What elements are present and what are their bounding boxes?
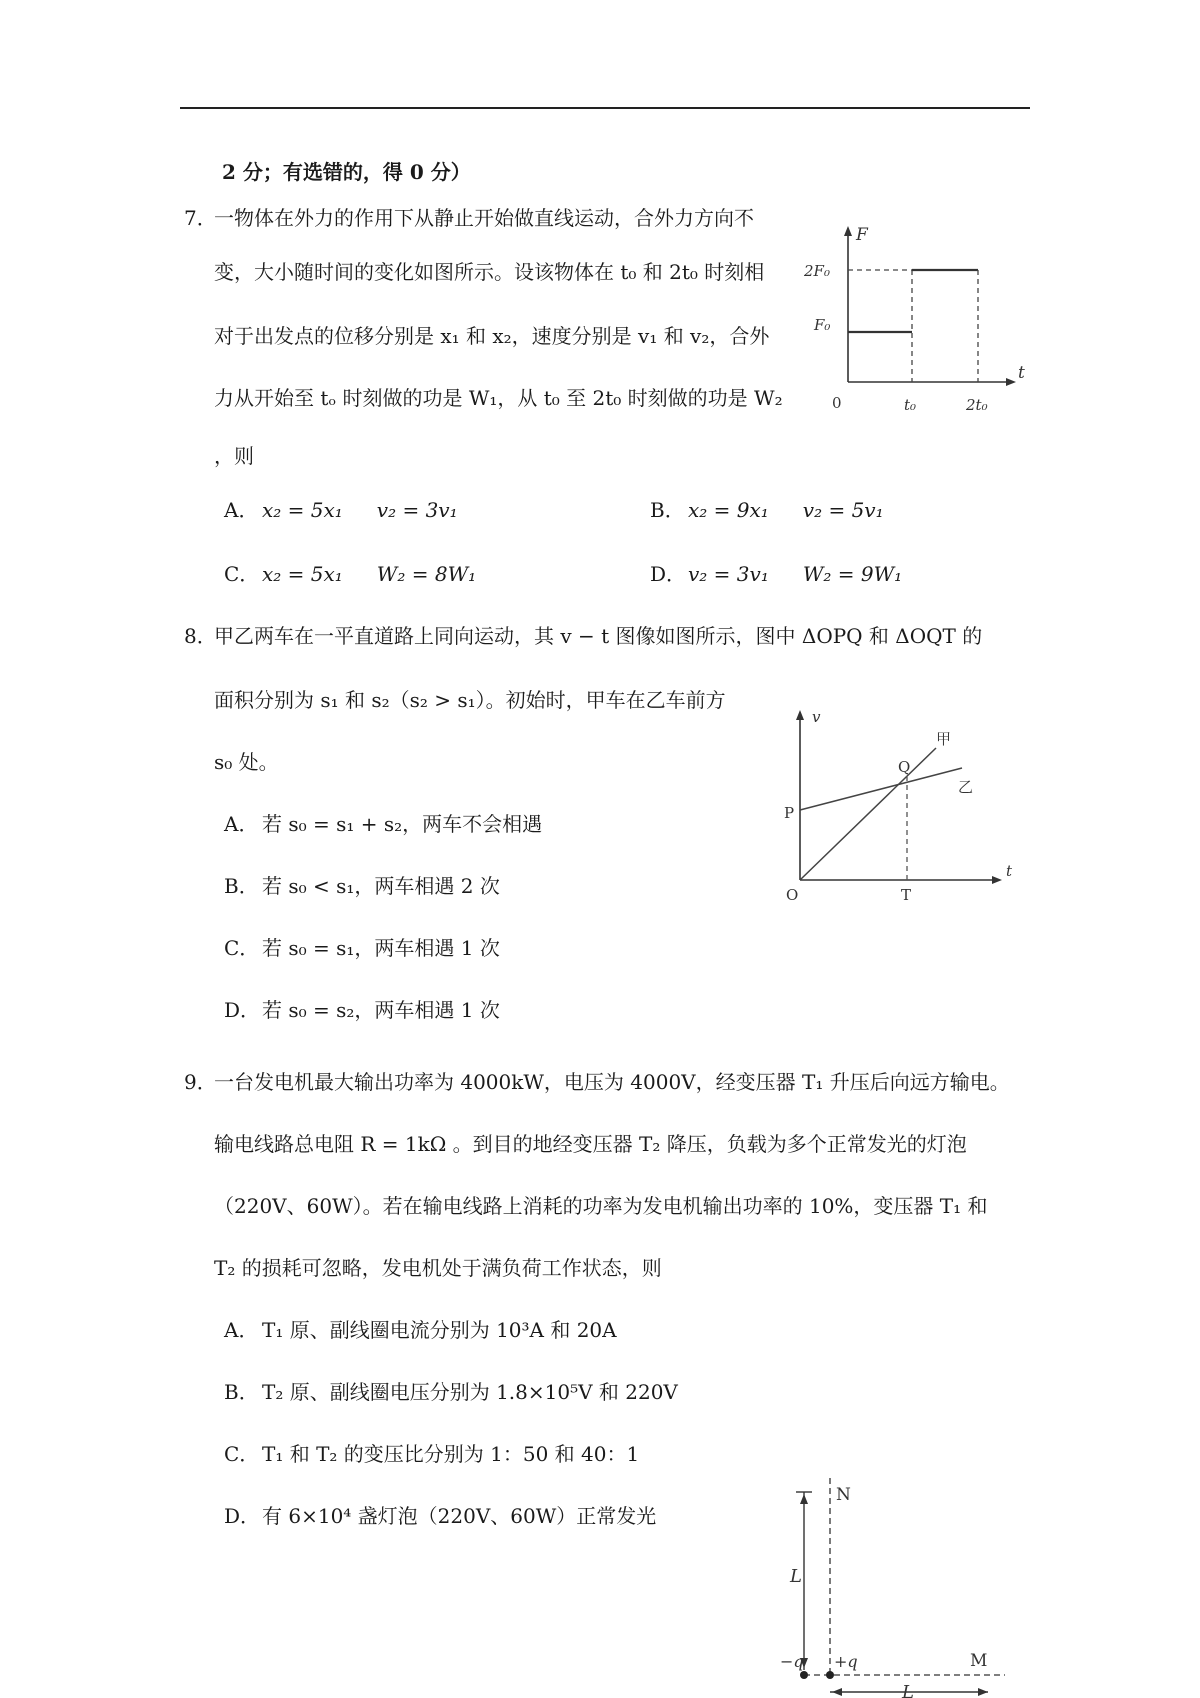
top-rule (180, 107, 1030, 109)
q10-horizontal-dim-arrow-right-icon (978, 1688, 988, 1696)
q9-option-c-text: T₁ 和 T₂ 的变压比分别为 1：50 和 40：1 (262, 1442, 640, 1466)
q8-line-1 (184, 622, 982, 650)
q8-option-a-text: 若 s₀ = s₁ + s₂，两车不会相遇 (262, 812, 543, 836)
q8-option-d-label: D． (224, 998, 261, 1022)
q7-y-axis-arrow-icon (844, 226, 852, 236)
q8-line-yi (800, 768, 962, 810)
q7-option-b-part2: v₂ = 5v₁ (802, 498, 884, 522)
q8-x-axis-arrow-icon (992, 876, 1002, 884)
q7-option-a-part1: x₂ = 5x₁ (262, 498, 343, 522)
q8-option-c[interactable] (224, 934, 500, 962)
q7-tick-2f0: 2F₀ (804, 262, 830, 280)
q8-origin-label: O (786, 886, 799, 904)
q7-tick-f0: F₀ (814, 316, 831, 334)
q9-option-d[interactable] (224, 1502, 656, 1530)
q7-line-1 (184, 204, 754, 232)
q7-text-1: 一物体在外力的作用下从静止开始做直线运动，合外力方向不 (214, 206, 754, 230)
q8-option-b[interactable] (224, 872, 500, 900)
q9-text-1: 一台发电机最大输出功率为 4000kW，电压为 4000V，经变压器 T₁ 升压后向远方输电。 (214, 1070, 1010, 1094)
q10-l-horizontal-label: L (902, 1682, 914, 1698)
q9-option-d-label: D． (224, 1504, 261, 1528)
q10-charges-figure (770, 1470, 1010, 1698)
q9-option-c-label: C． (224, 1442, 260, 1466)
q8-x-label: t (1006, 862, 1013, 880)
q8-option-c-label: C． (224, 936, 260, 960)
q9-option-d-text: 有 6×10⁴ 盏灯泡（220V、60W）正常发光 (262, 1504, 657, 1528)
q8-option-a-label: A． (224, 812, 259, 836)
q10-pos-charge-label: +q (834, 1652, 858, 1671)
q7-option-d-part2: W₂ = 9W₁ (802, 562, 903, 586)
q8-option-b-text: 若 s₀ < s₁，两车相遇 2 次 (262, 874, 500, 898)
q8-option-d-text: 若 s₀ = s₂，两车相遇 1 次 (262, 998, 500, 1022)
q8-text-2: 面积分别为 s₁ 和 s₂（s₂ > s₁）。初始时，甲车在乙车前方 (214, 688, 726, 712)
header-note: 2 分；有选错的，得 0 分） (222, 160, 471, 184)
q7-text-4: 力从开始至 tₒ 时刻做的功是 W₁，从 t₀ 至 2t₀ 时刻做的功是 W₂ (214, 386, 783, 410)
q10-vertical-dim-arrow-up-icon (800, 1494, 808, 1504)
q7-option-c-part1: x₂ = 5x₁ (262, 562, 343, 586)
q8-jia-label: 甲 (936, 730, 952, 748)
q7-option-d-label: D． (650, 562, 687, 586)
q8-yi-label: 乙 (958, 778, 974, 796)
q9-option-b-label: B． (224, 1380, 259, 1404)
q7-y-label: F (856, 225, 868, 245)
q9-option-a[interactable] (224, 1316, 617, 1344)
q8-q-label: Q (898, 758, 911, 776)
q8-y-label: v (812, 708, 821, 726)
q9-option-b-text: T₂ 原、副线圈电压分别为 1.8×10⁵V 和 220V (262, 1380, 678, 1404)
q7-text-5: ，则 (214, 444, 254, 468)
q7-option-c[interactable] (224, 560, 476, 588)
q10-neg-charge-dot (800, 1671, 808, 1679)
q8-p-label: P (784, 804, 795, 822)
q8-text-3: s₀ 处。 (214, 750, 279, 774)
q7-tick-t0: t₀ (904, 396, 917, 414)
q9-line-1 (184, 1068, 1010, 1096)
q8-option-c-text: 若 s₀ = s₁，两车相遇 1 次 (262, 936, 500, 960)
q7-x-label: t (1018, 363, 1025, 383)
q10-neg-charge-label: −q (780, 1652, 804, 1671)
q7-text-2: 变，大小随时间的变化如图所示。设该物体在 t₀ 和 2t₀ 时刻相 (214, 260, 765, 284)
q7-option-d[interactable] (650, 560, 902, 588)
q8-option-b-label: B． (224, 874, 259, 898)
q8-t-label: T (901, 886, 912, 904)
q7-tick-2t0: 2t₀ (966, 396, 988, 414)
q7-option-a[interactable] (224, 496, 458, 524)
q9-text-4: T₂ 的损耗可忽略，发电机处于满负荷工作状态，则 (214, 1256, 662, 1280)
q7-option-b[interactable] (650, 496, 884, 524)
q10-l-vertical-label: L (790, 1566, 802, 1587)
q7-option-a-label: A． (224, 498, 259, 522)
q10-horizontal-dim-arrow-left-icon (832, 1688, 842, 1696)
q8-number: 8． (184, 624, 217, 648)
q8-y-axis-arrow-icon (796, 710, 804, 720)
q9-option-a-label: A． (224, 1318, 259, 1342)
q7-text-3: 对于出发点的位移分别是 x₁ 和 x₂，速度分别是 v₁ 和 v₂，合外 (214, 324, 770, 348)
q7-option-d-part1: v₂ = 3v₁ (688, 562, 769, 586)
q10-n-label: N (836, 1485, 851, 1505)
q7-option-b-part1: x₂ = 9x₁ (688, 498, 769, 522)
q8-option-a[interactable] (224, 810, 542, 838)
q7-x-axis-arrow-icon (1006, 378, 1016, 386)
q9-text-2: 输电线路总电阻 R = 1kΩ 。到目的地经变压器 T₂ 降压，负载为多个正常发光的灯泡 (214, 1132, 967, 1156)
q9-number: 9． (184, 1070, 217, 1094)
q8-text-1: 甲乙两车在一平直道路上同向运动，其 v − t 图像如图所示，图中 ΔOPQ 和 ΔOQT 的 (214, 624, 983, 648)
q7-option-c-label: C． (224, 562, 260, 586)
q7-force-time-graph (800, 220, 1040, 420)
q9-text-3: （220V、60W）。若在输电线路上消耗的功率为发电机输出功率的 10%，变压器 T₁ 和 (214, 1194, 988, 1218)
q7-option-b-label: B． (650, 498, 685, 522)
q9-option-a-text: T₁ 原、副线圈电流分别为 10³A 和 20A (262, 1318, 617, 1342)
q9-option-b[interactable] (224, 1378, 678, 1406)
q7-option-c-part2: W₂ = 8W₁ (376, 562, 477, 586)
q10-m-label: M (970, 1651, 988, 1671)
q8-option-d[interactable] (224, 996, 500, 1024)
q8-line-jia (800, 748, 936, 880)
q8-velocity-time-graph (770, 700, 1020, 910)
q7-origin-label: 0 (832, 394, 842, 412)
q7-number: 7． (184, 206, 217, 230)
q7-option-a-part2: v₂ = 3v₁ (376, 498, 458, 522)
q9-option-c[interactable] (224, 1440, 639, 1468)
q10-pos-charge-dot (826, 1671, 834, 1679)
